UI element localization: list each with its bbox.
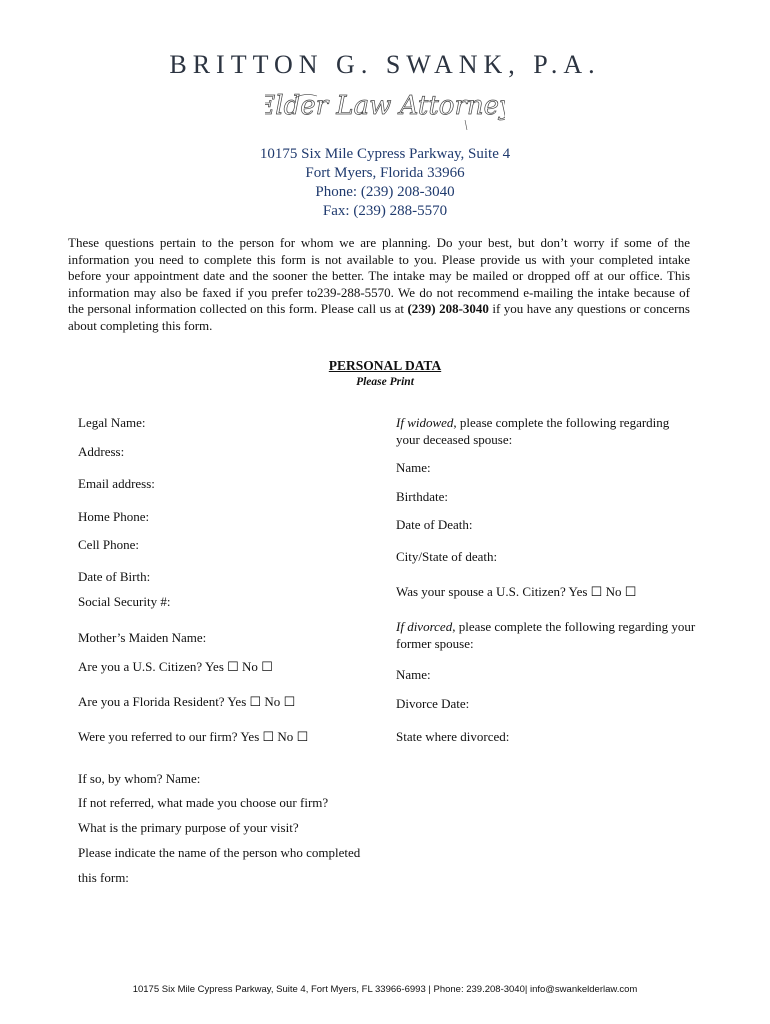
intro-paragraph	[68, 235, 690, 334]
phone-line: Phone: (239) 208-3040	[315, 184, 455, 200]
spouse-citizen-question	[396, 584, 636, 601]
svg-text:Elder Law Attorney: Elder Law Attorney	[265, 91, 505, 121]
tagline-script-logo	[265, 84, 505, 134]
divorced-rest: , please complete the following regarding your former spouse:	[396, 619, 696, 651]
us-citizen-yes-checkbox[interactable]: ☐	[227, 659, 239, 674]
no-label: No	[277, 729, 294, 744]
intro-text: These questions pertain to the person for whom we are planning. Do your best, but don’t worry if some of the information you need to complete this form is not available to you. Please provide us with your completed intake before your appointment date and the sooner the better. The intake may be mailed or dropped off at our office. This information may also be faxed if you prefer to239-288-5570. We do not recommend e-mailing the intake because of the personal information collected on this form. Please call us at	[68, 235, 690, 316]
address-line: Fort Myers, Florida 33966	[305, 165, 465, 181]
firm-address-block	[0, 145, 770, 221]
referred-yes-checkbox[interactable]: ☐	[262, 729, 275, 744]
spouse-citizen-yes-checkbox[interactable]: ☐	[590, 584, 603, 599]
legal-name-label: Legal Name:	[78, 415, 146, 430]
cell-phone-label: Cell Phone:	[78, 537, 140, 552]
spouse-name-label: Name:	[396, 460, 431, 475]
page-footer: 10175 Six Mile Cypress Parkway, Suite 4, Fort Myers, FL 33966-6993 | Phone: 239.208-3040| info@swankelderlaw.com	[132, 984, 638, 995]
referred-question	[78, 729, 308, 746]
divorced-italic: If divorced	[396, 619, 453, 634]
fl-resident-no-checkbox[interactable]: ☐	[283, 694, 296, 709]
completed-by-label: Please indicate the name of the person who completed	[78, 845, 361, 860]
no-label: No	[605, 584, 622, 599]
by-whom-label: If so, by whom? Name:	[78, 771, 201, 786]
city-state-death-label: City/State of death:	[396, 549, 498, 564]
widowed-italic: If widowed	[396, 415, 454, 430]
us-citizen-no-checkbox[interactable]: ☐	[261, 659, 273, 674]
referred-label: Were you referred to our firm? Yes	[78, 729, 260, 744]
tagline-signature	[0, 84, 770, 139]
fl-resident-yes-checkbox[interactable]: ☐	[249, 694, 262, 709]
fax-line: Fax: (239) 288-5570	[322, 203, 448, 219]
section-subtitle: Please Print	[356, 376, 414, 388]
referred-no-checkbox[interactable]: ☐	[296, 729, 309, 744]
dob-label: Date of Birth:	[78, 569, 151, 584]
us-citizen-question	[78, 659, 273, 676]
maiden-name-label: Mother’s Maiden Name:	[78, 630, 207, 645]
no-label: No	[242, 659, 258, 674]
address-line: 10175 Six Mile Cypress Parkway, Suite 4	[259, 146, 511, 162]
fl-resident-label: Are you a Florida Resident? Yes	[78, 694, 247, 709]
no-label: No	[264, 694, 281, 709]
former-spouse-name-label: Name:	[396, 667, 431, 682]
fl-resident-question	[78, 694, 295, 711]
address-label: Address:	[78, 444, 125, 459]
divorced-instructions	[396, 619, 696, 652]
firm-name: BRITTON G. SWANK, P.A.	[169, 50, 601, 79]
home-phone-label: Home Phone:	[78, 509, 150, 524]
email-label: Email address:	[78, 476, 155, 491]
date-of-death-label: Date of Death:	[396, 517, 473, 532]
widowed-instructions	[396, 415, 696, 448]
completed-by-label-cont: this form:	[78, 870, 129, 885]
birthdate-label: Birthdate:	[396, 489, 448, 504]
state-divorced-label: State where divorced:	[396, 729, 510, 744]
widowed-rest: , please complete the following regarding your deceased spouse:	[396, 415, 670, 447]
section-title: PERSONAL DATA	[328, 358, 442, 373]
intro-phone: (239) 208-3040	[407, 301, 489, 316]
spouse-citizen-no-checkbox[interactable]: ☐	[624, 584, 637, 599]
us-citizen-label: Are you a U.S. Citizen? Yes	[78, 659, 224, 674]
divorce-date-label: Divorce Date:	[396, 696, 470, 711]
not-referred-label: If not referred, what made you choose our firm?	[78, 795, 329, 810]
intro-text-end: if you have any questions or concerns about completing this form.	[68, 301, 690, 333]
ssn-label: Social Security #:	[78, 594, 171, 609]
purpose-label: What is the primary purpose of your visit?	[78, 820, 299, 835]
spouse-citizen-label: Was your spouse a U.S. Citizen? Yes	[396, 584, 588, 599]
